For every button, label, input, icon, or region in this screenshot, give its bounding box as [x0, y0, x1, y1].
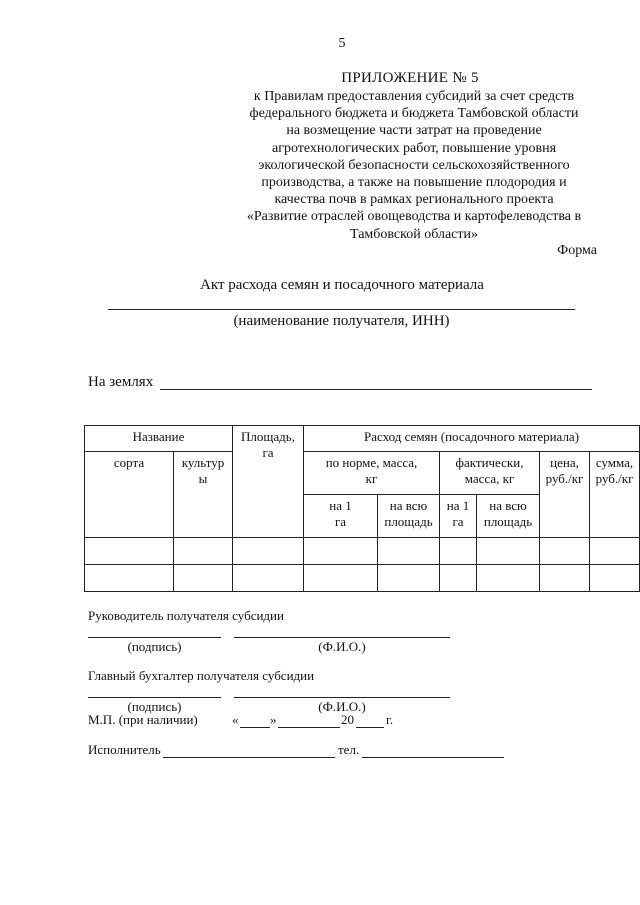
table-cell[interactable]: [304, 565, 378, 592]
table-row: [85, 538, 640, 565]
table-cell[interactable]: [477, 538, 540, 565]
appendix-line: к Правилам предоставления субсидий за счет средств: [253, 89, 575, 104]
phone-label: тел.: [338, 742, 360, 757]
table-cell[interactable]: [85, 565, 174, 592]
actual-mass-header: фактически, масса, кг: [440, 452, 540, 495]
norm-per-ha-header: на 1 га: [304, 495, 378, 538]
executor-field-line[interactable]: [163, 757, 335, 758]
appendix-line: федерального бюджета и бюджета Тамбовской области: [249, 106, 579, 122]
appendix-line: качества почв в рамках регионального проекта: [274, 192, 554, 208]
appendix-line: на возмещение части затрат на проведение: [286, 123, 542, 139]
table-cell[interactable]: [590, 538, 640, 565]
accountant-signature-line[interactable]: [88, 697, 221, 698]
executor-label: Исполнитель: [88, 742, 161, 757]
table-cell[interactable]: [540, 565, 590, 592]
fio-caption: (Ф.И.О.): [318, 639, 366, 654]
name-header: Название: [85, 426, 233, 452]
date-open-quote: «: [232, 712, 239, 727]
norm-mass-header: по норме, масса, кг: [304, 452, 440, 495]
date-year-line[interactable]: [356, 727, 384, 728]
date-close-quote: »: [270, 712, 277, 727]
table-cell[interactable]: [590, 565, 640, 592]
table-cell[interactable]: [233, 538, 304, 565]
accountant-fio-line[interactable]: [234, 697, 450, 698]
table-cell[interactable]: [440, 565, 477, 592]
recipient-field-line[interactable]: [108, 309, 575, 310]
table-cell[interactable]: [378, 538, 440, 565]
appendix-line: производства, а также на повышение плодородия и: [261, 175, 567, 191]
table-cell[interactable]: [233, 565, 304, 592]
appendix-text: [218, 88, 610, 243]
date-year-prefix: 20: [341, 712, 354, 727]
consumption-header: Расход семян (посадочного материала): [304, 426, 640, 452]
table-cell[interactable]: [174, 538, 233, 565]
head-fio-line[interactable]: [234, 637, 450, 638]
date-month-line[interactable]: [278, 727, 340, 728]
table-row: [85, 565, 640, 592]
lands-field-line[interactable]: [160, 389, 592, 390]
table-cell[interactable]: [174, 565, 233, 592]
sum-header: сумма, руб./кг: [590, 452, 640, 538]
norm-whole-area-header: на всю площадь: [378, 495, 440, 538]
seed-consumption-table: [84, 425, 640, 592]
crop-header: культур ы: [174, 452, 233, 538]
phone-field-line[interactable]: [362, 757, 504, 758]
price-header: цена, руб./кг: [540, 452, 590, 538]
date-year-suffix: г.: [386, 712, 394, 727]
signature-caption: (подпись): [127, 639, 182, 654]
head-signature-line[interactable]: [88, 637, 221, 638]
signature-caption: (подпись): [127, 699, 182, 714]
actual-whole-area-header: на всю площадь: [477, 495, 540, 538]
seal-label: М.П. (при наличии): [88, 712, 198, 727]
form-label: Форма: [557, 243, 597, 258]
appendix-line: Тамбовской области»: [349, 226, 479, 242]
table-cell[interactable]: [477, 565, 540, 592]
accountant-label: Главный бухгалтер получателя субсидии: [88, 668, 315, 683]
recipient-caption: (наименование получателя, ИНН): [233, 313, 450, 329]
page-number: 5: [338, 36, 346, 51]
appendix-line: агротехнологических работ, повышение уровня: [271, 140, 557, 156]
table-cell[interactable]: [440, 538, 477, 565]
act-title: Акт расхода семян и посадочного материала: [200, 277, 484, 293]
table-cell[interactable]: [378, 565, 440, 592]
date-day-line[interactable]: [240, 727, 270, 728]
head-label: Руководитель получателя субсидии: [88, 608, 284, 623]
appendix-line: экологической безопасности сельскохозяйственного: [258, 157, 570, 173]
appendix-title: ПРИЛОЖЕНИЕ № 5: [341, 70, 479, 86]
table-cell[interactable]: [540, 538, 590, 565]
fio-caption: (Ф.И.О.): [318, 699, 366, 714]
lands-label: На землях: [88, 374, 154, 390]
table-cell[interactable]: [304, 538, 378, 565]
actual-per-ha-header: на 1 га: [440, 495, 477, 538]
table-cell[interactable]: [85, 538, 174, 565]
variety-header: сорта: [85, 452, 174, 538]
appendix-line: «Развитие отраслей овощеводства и картофелеводства в: [246, 209, 582, 225]
area-header: Площадь, га: [233, 426, 304, 538]
